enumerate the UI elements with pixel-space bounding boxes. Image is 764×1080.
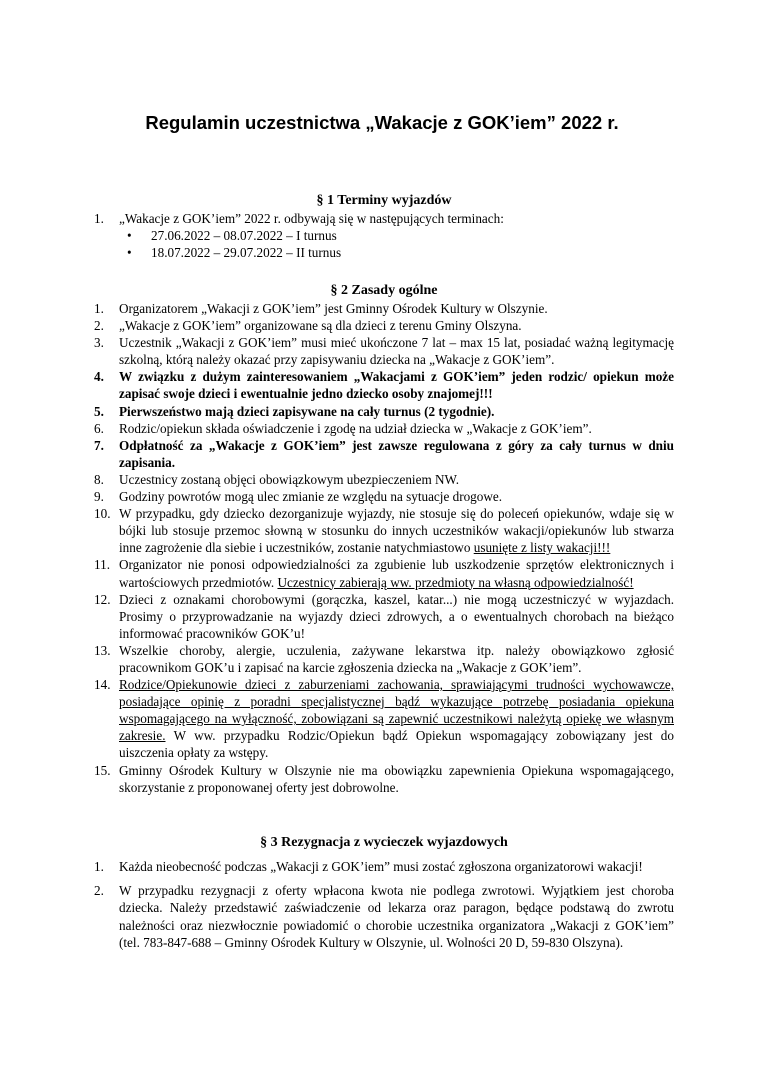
item-text: Wszelkie choroby, alergie, uczulenia, zażywane lekarstwa itp. należy obowiązkowo zgłosić pracownikom GOK’u i zapisać na karcie zgłoszenia dziecka na „Wakacje z GOK’iem”. bbox=[119, 642, 674, 675]
item-number: 4. bbox=[94, 369, 104, 385]
document-title: Regulamin uczestnictwa „Wakacje z GOK’iem” 2022 r. bbox=[145, 112, 619, 133]
list-item bbox=[94, 505, 674, 556]
item-text: „Wakacje z GOK’iem” 2022 r. odbywają się w następujących terminach: bbox=[119, 211, 504, 226]
item-text: Dzieci z oznakami chorobowymi (gorączka, kaszel, katar...) nie mogą uczestniczyć w wyjazdach. Prosimy o przyprowadzanie na wyjazdy dzieci zdrowych, a o ewentualnych chorobach na bieżąco informować pracowników GOK’u! bbox=[119, 591, 674, 641]
list-item bbox=[94, 676, 674, 761]
numbered-list bbox=[94, 858, 674, 952]
item-text: Rodzic/opiekun składa oświadczenie i zgodę na udział dziecka w „Wakacje z GOK’iem”. bbox=[119, 420, 592, 436]
item-number: 8. bbox=[94, 471, 104, 487]
list-item bbox=[94, 556, 674, 590]
list-item bbox=[94, 858, 674, 876]
item-text: Odpłatność za „Wakacje z GOK’iem” jest zawsze regulowana z góry za cały turnus w dniu zapisania. bbox=[119, 437, 674, 470]
item-text: Każda nieobecność podczas „Wakacji z GOK’iem” musi zostać zgłoszona organizatorowi wakacji! bbox=[119, 859, 643, 874]
list-item bbox=[94, 642, 674, 676]
item-text: Organizator nie ponosi odpowiedzialności za zgubienie lub uszkodzenie sprzętów elektronicznych i wartościowych przedmiotów. bbox=[119, 557, 674, 590]
bullet-list bbox=[119, 227, 674, 261]
list-item bbox=[94, 471, 674, 488]
list-item bbox=[94, 334, 674, 368]
item-text: W związku z dużym zainteresowaniem „Wakacjami z GOK’iem” jeden rodzic/ opiekun może zapisać swoje dzieci i ewentualnie jedno dziecko osoby znajomej!!! bbox=[119, 369, 674, 402]
item-text: W ww. przypadku Rodzic/Opiekun bądź Opiekun wspomagający zobowiązany jest do uiszczenia opłaty za wstępy. bbox=[119, 728, 674, 761]
item-number: 9. bbox=[94, 489, 104, 505]
item-text: Gminny Ośrodek Kultury w Olszynie nie ma obowiązku zapewnienia Opiekuna wspomagającego, skorzystanie z proponowanej oferty jest dobrowolne. bbox=[119, 762, 674, 795]
bullet-item: • 18.07.2022 – 29.07.2022 – II turnus bbox=[127, 244, 674, 261]
item-number: 1. bbox=[94, 301, 104, 316]
item-underlined-text: Rodzice/Opiekunowie dzieci z zaburzeniami zachowania, sprawiającymi trudności wychowawcze, posiadające opinię z poradni specjalistycznej bądź wykazujące potrzebę posiadania opiekuna wspomagającego na wyłączność, zobowiązani są zapewnić uczestnikowi należytą opiekę we własnym zakresie. bbox=[119, 677, 674, 744]
item-text: Uczestnik „Wakacji z GOK’iem” musi mieć ukończone 7 lat – max 15 lat, posiadać ważną legitymację szkolną, którą należy okazać przy zapisywaniu dziecka na „Wakacje z GOK’iem”. bbox=[119, 335, 674, 368]
numbered-list bbox=[94, 210, 674, 261]
item-number: 5. bbox=[94, 403, 104, 419]
item-text: W przypadku rezygnacji z oferty wpłacona kwota nie podlega zwrotowi. Wyjątkiem jest choroba dziecka. Należy przedstawić zaświadczenie od lekarza oraz paragon, będące podstawą do zwrotu należności oraz niezwłocznie powiadomić o chorobie uczestnika organizatora „Wakacji z GOK’iem” (tel. 783-847-688 – Gminny Ośrodek Kultury w Olszynie, ul. Wolności 20 D, 59-830 Olszyna). bbox=[119, 882, 674, 951]
section-heading: § 2 Zasady ogólne bbox=[330, 283, 438, 298]
list-item bbox=[94, 210, 674, 261]
list-item bbox=[94, 420, 674, 437]
section-heading: § 1 Terminy wyjazdów bbox=[316, 193, 452, 208]
item-text: Organizatorem „Wakacji z GOK’iem” jest Gminny Ośrodek Kultury w Olszynie. bbox=[119, 301, 548, 316]
list-item bbox=[94, 317, 674, 334]
list-item bbox=[94, 762, 674, 796]
item-number: 12. bbox=[94, 591, 111, 607]
bullet-item: • 27.06.2022 – 08.07.2022 – I turnus bbox=[127, 227, 674, 244]
item-number: 1. bbox=[94, 211, 104, 226]
list-item bbox=[94, 300, 674, 317]
item-underlined-text: Uczestnicy zabierają ww. przedmioty na własną odpowiedzialność! bbox=[277, 574, 634, 590]
item-number: 2. bbox=[94, 882, 104, 898]
item-number: 14. bbox=[94, 677, 111, 693]
item-text: Uczestnicy zostaną objęci obowiązkowym ubezpieczeniem NW. bbox=[119, 471, 460, 487]
section-zasady bbox=[94, 282, 674, 796]
item-number: 10. bbox=[94, 506, 111, 522]
item-number: 6. bbox=[94, 420, 104, 436]
section-heading: § 3 Rezygnacja z wycieczek wyjazdowych bbox=[260, 835, 508, 850]
section-rezygnacja bbox=[94, 834, 674, 958]
item-text: Pierwszeństwo mają dzieci zapisywane na cały turnus (2 tygodnie). bbox=[119, 403, 495, 419]
item-underlined-text: usunięte z listy wakacji!!! bbox=[473, 540, 611, 556]
list-item bbox=[94, 368, 674, 402]
list-item bbox=[94, 882, 674, 952]
item-number: 15. bbox=[94, 762, 111, 778]
item-text: W przypadku, gdy dziecko dezorganizuje wyjazdy, nie stosuje się do poleceń opiekunów, wdaje się w bójki lub stosuje przemoc słowną w stosunku do innych uczestników wakacji/opiekunów lub stwarza inne zagrożenie dla siebie i uczestników, zostanie natychmiastowo bbox=[119, 506, 674, 556]
section-terminy bbox=[94, 192, 674, 261]
item-number: 7. bbox=[94, 437, 104, 453]
item-number: 11. bbox=[94, 557, 110, 573]
item-number: 3. bbox=[94, 335, 104, 351]
list-item bbox=[94, 591, 674, 642]
list-item bbox=[94, 403, 674, 420]
list-item bbox=[94, 437, 674, 471]
list-item bbox=[94, 488, 674, 505]
item-text: Godziny powrotów mogą ulec zmianie ze względu na sytuacje drogowe. bbox=[119, 489, 503, 505]
numbered-list bbox=[94, 300, 674, 796]
item-number: 13. bbox=[94, 642, 111, 658]
item-number: 2. bbox=[94, 318, 104, 334]
item-number: 1. bbox=[94, 859, 104, 874]
item-text: „Wakacje z GOK’iem” organizowane są dla dzieci z terenu Gminy Olszyna. bbox=[119, 318, 522, 334]
